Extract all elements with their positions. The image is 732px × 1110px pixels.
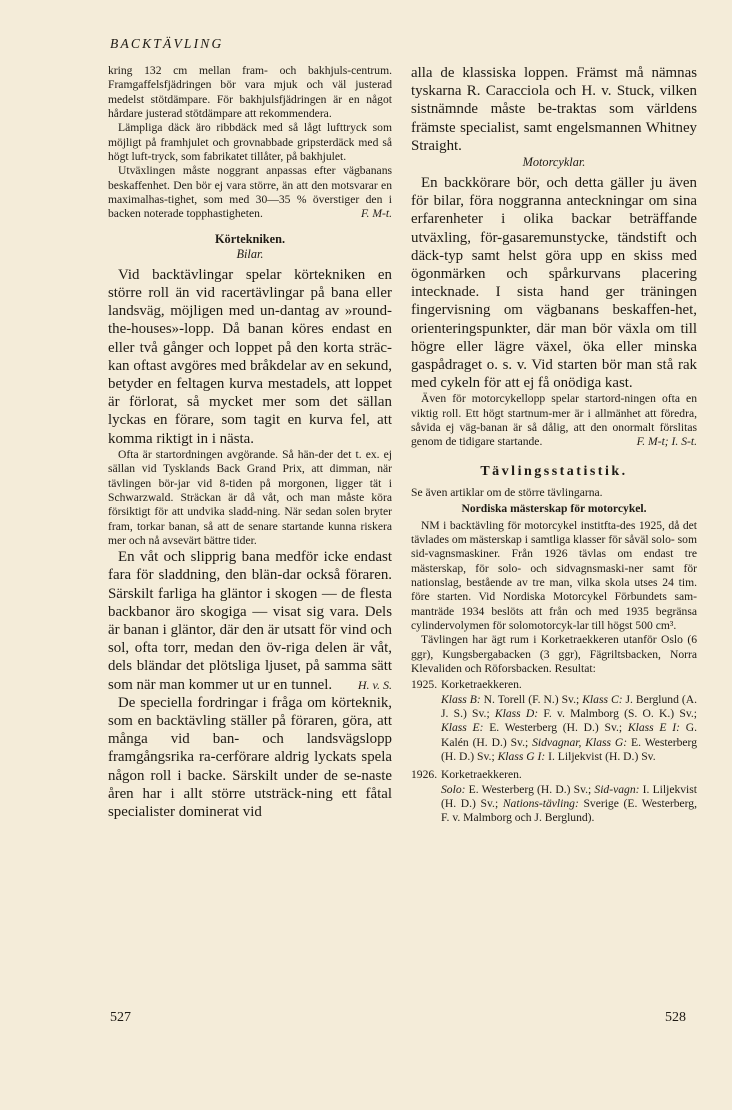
intro-paragraph-2: Lämpliga däck äro ribbdäck med så lågt lufttryck som möjligt på framhjulet och grovnabbade gripsterdäck med så högt luft-tryck, som fabrikatet tillåter, på bakhjulet. bbox=[108, 121, 392, 164]
nordic-paragraph-2: Tävlingen har ägt rum i Korketraekkeren utanför Oslo (6 ggr), Kungsbergabacken (3 ggr), Fägriltsbacken, Norra Klevaliden och Röforsbacken. Resultat: bbox=[411, 633, 697, 675]
body-small-paragraph-1: Ofta är startordningen avgörande. Så hän-der det t. ex. ej sällan vid Tysklands Back Grand Prix, att dimman, när tävlingen bör-jar vid 8-tiden på morgonen, ligger tät i Schwarzwald. Sträckan är då våt, och man måste köra försiktigt för att undvika sladd-ning. När sedan solen bryter fram, torkar banan, så att de senare startande kunna riskera mer och nå avsevärt bättre tider. bbox=[108, 447, 392, 547]
result-body: Solo: E. Westerberg (H. D.) Sv.; Sid-vagn: I. Liljekvist (H. D.) Sv.; Nations-tävling: Sverige (E. Westerberg, F. v. Malmborg och J. Berglund). bbox=[441, 782, 698, 825]
section-subheading: Bilar. bbox=[236, 246, 264, 261]
right-column bbox=[411, 64, 697, 826]
motorcycle-subheading: Motorcyklar. bbox=[522, 155, 586, 170]
page-number-left: 527 bbox=[110, 1010, 131, 1025]
nordic-paragraph-1: NM i backtävling för motorcykel institfta-des 1925, då det tävlades om mästerskap i samtliga klasser för såväl solo- som sid-vagnsmaskiner. Från 1926 tävlas om endast tre mästerskap, för solo- och sidvagnsmaski-ner samt för nationslag, bestående av tre man, vilka skola utses 24 tim. före starten. Vid Nordiska Motorcykel Förbundets sam-manträde 1934 beslöts att från och med 1935 begränsa cylindervolymen för solomotorcyk-lar till högst 500 cm³. bbox=[411, 518, 697, 632]
running-header: BACKTÄVLING bbox=[110, 36, 224, 51]
body-large-paragraph-2 bbox=[108, 548, 392, 694]
body-large-paragraph-2-text: En våt och slipprig bana medför icke endast fara för sladdning, den blän-dar också föraren. Särskilt farliga ha gläntor i skogen — de flesta backbanor äro skogiga — visat sig vara. Dels är banan i gläntor, där den är utsatt för vind och sol, ofta torr, medan den öv-riga delen är våt, dels bländar det plötsliga ljuset, på samma sätt som när man kommer ut ur en tunnel. bbox=[108, 549, 392, 693]
result-venue: Korketraekkeren. bbox=[441, 678, 522, 692]
right-large-paragraph-2: En backkörare bör, och detta gäller ju även för bilar, föra noggranna anteckningar om sina erfarenheter i olika backar beträffande utväxling, för-gasaremunstycke, tändstift och däck-typ samt helst göra upp en skiss med ögonmärken och spårkurvans placering intecknade. I sista hand ger träningen fingervisning om vägbanans beskaffen-het, orienteringspunkter, där man bör växla om till högre eller lägre växel, öka eller minska gaspådraget o. s. v. Vid starten bör man stå rak med cykeln för att ej få onödiga kast. bbox=[411, 175, 697, 392]
statistics-heading: Tävlingsstatistik. bbox=[480, 463, 628, 479]
result-year: 1926. bbox=[411, 768, 438, 782]
right-small-paragraph-1-text: Även för motorcykellopp spelar startord-ningen ofta en viktig roll. Ett högt startnum-mer är i allmänhet att föredra, såvida ej väg-banan är så dålig, att den onormalt förslitas genom de tidigare startande. bbox=[411, 392, 697, 449]
intro-signature: F. M-t. bbox=[360, 207, 392, 221]
result-venue: Korketraekkeren. bbox=[441, 768, 522, 782]
intro-paragraph-3 bbox=[108, 164, 392, 221]
nordic-heading: Nordiska mästerskap för motorcykel. bbox=[461, 502, 647, 516]
right-small-paragraph-1 bbox=[411, 392, 697, 449]
statistics-intro: Se även artiklar om de större tävlingarna. bbox=[411, 485, 603, 499]
results-list bbox=[411, 678, 697, 825]
result-entry bbox=[411, 768, 697, 825]
body-large-paragraph-3: De speciella fordringar i fråga om körteknik, som en backtävling ställer på föraren, göra, att många vid ban- och landsvägslopp framgångsrika ra-cerförare aldrig lyckats spela någon roll i backe. Särskilt under de se-naste åren har i allt större utsträck-ning ett fåtal specialister dominerat vid bbox=[108, 694, 392, 821]
right-large-paragraph-1: alla de klassiska loppen. Främst må nämnas tyskarna R. Caracciola och H. v. Stuck, vilken sistnämnde måste be-traktas som världens främste specialist, samt engelsmannen Whitney Straight. bbox=[411, 65, 697, 154]
right-small-signature: F. M-t; I. S-t. bbox=[636, 435, 697, 449]
result-body: Klass B: N. Torell (F. N.) Sv.; Klass C: J. Berglund (A. J. S.) Sv.; Klass D: F. v. Malmborg (S. O. K.) Sv.; Klass E: E. Westerberg (H. D.) Sv.; Klass E I: G. Kalén (H. D.) Sv.; Sidvagnar, Klass G: E. Westerberg (H. D.) Sv.; Klass G I: I. Liljekvist (H. D.) Sv. bbox=[441, 692, 698, 764]
paragraph-2-signature: H. v. S. bbox=[357, 677, 392, 692]
intro-paragraph-3-text: Utväxlingen måste noggrant anpassas efter vägbanans beskaffenhet. Den bör ej vara större, än att den motsvarar en maximalhas-tighet, som med 30—35 % överstiger den i backen noterade topphastigheten. bbox=[108, 164, 392, 221]
result-entry bbox=[411, 678, 697, 764]
left-column bbox=[108, 64, 392, 821]
body-large-paragraph-1: Vid backtävlingar spelar körtekniken en större roll än vid racertävlingar på bana eller landsväg, möjligen med un-dantag av »round-the-houses»-lopp. Då banan köres endast en eller två gånger och loppet på den korta sträc-kan oftast avgöres med bråkdelar av en sekund, betyder en feltagen kurva mestadels, att loppet är förlorat, så mycket mer som det sällan lyckas en förare, som tagit en kurva fel, att komma riktigt in i nästa. bbox=[108, 266, 392, 447]
page-number-right: 528 bbox=[665, 1010, 686, 1025]
result-year: 1925. bbox=[411, 678, 438, 692]
intro-paragraph-1: kring 132 cm mellan fram- och bakhjuls-centrum. Framgaffelsfjädringen bör vara mjuk och väl justerad medelst stötdämpare. För bakhjulsfjädringen är en något hårdare justerad stötdämpare att rekommendera. bbox=[108, 64, 392, 121]
section-heading: Körtekniken. bbox=[214, 231, 286, 246]
